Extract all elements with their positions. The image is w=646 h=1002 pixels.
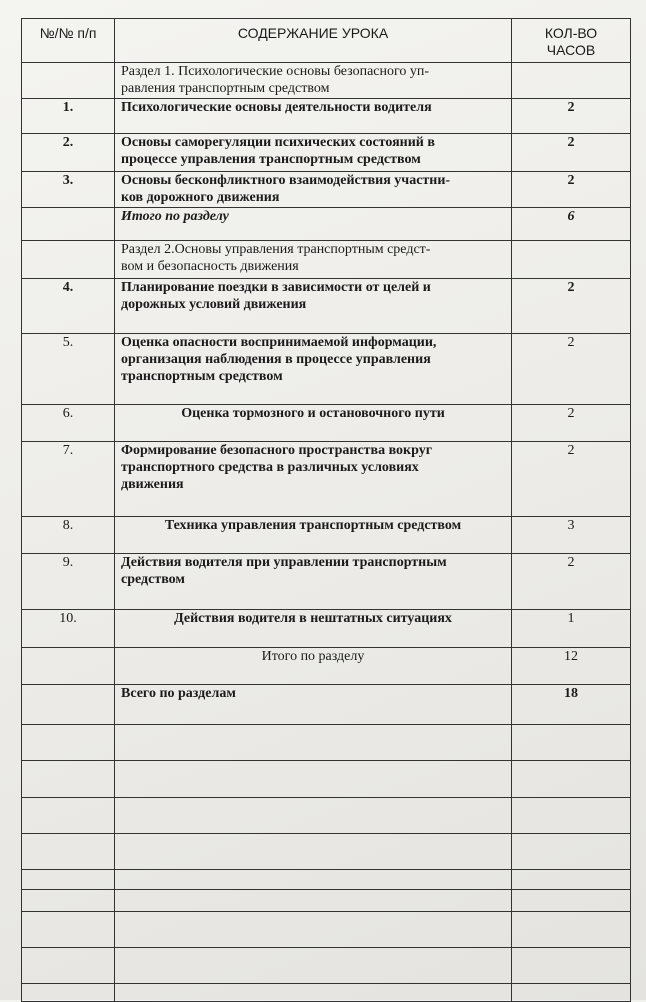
header-content: СОДЕРЖАНИЕ УРОКА — [115, 19, 512, 63]
section1-title-row — [22, 63, 631, 99]
table-row — [22, 279, 631, 334]
row-hours: 2 — [512, 442, 631, 517]
empty-row — [22, 761, 631, 798]
lesson-plan-table — [21, 18, 631, 1002]
header-hours — [512, 19, 631, 63]
row-number: 2. — [22, 134, 115, 172]
row-number: 5. — [22, 334, 115, 405]
row-content: Действия водителя в нештатных ситуациях — [115, 610, 512, 648]
section1-total-row — [22, 208, 631, 241]
table-row — [22, 610, 631, 648]
table-row — [22, 554, 631, 610]
row-hours: 2 — [512, 554, 631, 610]
table-row — [22, 99, 631, 134]
header-number: №/№ п/п — [22, 19, 115, 63]
header-hours-line1: КОЛ-ВО — [544, 25, 598, 41]
grand-total-label: Всего по разделам — [115, 685, 512, 725]
row-content: Техника управления транспортным средством — [115, 517, 512, 554]
section1-title: Раздел 1. Психологические основы безопасного уп- равления транспортным средством — [115, 63, 512, 99]
table-row — [22, 134, 631, 172]
row-content: Основы саморегуляции психических состояний в процессе управления транспортным средством — [115, 134, 512, 172]
row-number: 9. — [22, 554, 115, 610]
row-number: 8. — [22, 517, 115, 554]
header-row — [22, 19, 631, 63]
empty-row — [22, 984, 631, 1002]
row-hours: 2 — [512, 334, 631, 405]
row-content: Оценка опасности воспринимаемой информации, организация наблюдения в процессе управления транспортным средством — [115, 334, 512, 405]
section2-title: Раздел 2.Основы управления транспортным средст- вом и безопасность движения — [115, 241, 512, 279]
section1-total-label: Итого по разделу — [115, 208, 512, 241]
empty-row — [22, 890, 631, 912]
empty-row — [22, 870, 631, 890]
empty-row — [22, 912, 631, 948]
section2-total-hours: 12 — [512, 648, 631, 685]
table-row — [22, 172, 631, 208]
section2-title-row — [22, 241, 631, 279]
row-number: 6. — [22, 405, 115, 442]
row-content: Планирование поездки в зависимости от целей и дорожных условий движения — [115, 279, 512, 334]
row-hours: 2 — [512, 172, 631, 208]
table-row — [22, 334, 631, 405]
row-content: Психологические основы деятельности водителя — [115, 99, 512, 134]
table-row — [22, 442, 631, 517]
row-hours: 3 — [512, 517, 631, 554]
row-number: 10. — [22, 610, 115, 648]
row-content: Формирование безопасного пространства вокруг транспортного средства в различных условиях движения — [115, 442, 512, 517]
row-content: Действия водителя при управлении транспортным средством — [115, 554, 512, 610]
row-hours: 2 — [512, 99, 631, 134]
empty-row — [22, 948, 631, 984]
section2-total-row — [22, 648, 631, 685]
grand-total-hours: 18 — [512, 685, 631, 725]
empty-row — [22, 834, 631, 870]
row-content: Основы бесконфликтного взаимодействия участни- ков дорожного движения — [115, 172, 512, 208]
row-hours: 1 — [512, 610, 631, 648]
row-number: 7. — [22, 442, 115, 517]
table-row — [22, 405, 631, 442]
row-hours: 2 — [512, 279, 631, 334]
row-hours: 2 — [512, 405, 631, 442]
section2-total-label: Итого по разделу — [115, 648, 512, 685]
row-number: 4. — [22, 279, 115, 334]
grand-total-row — [22, 685, 631, 725]
row-number: 1. — [22, 99, 115, 134]
header-hours-line2: ЧАСОВ — [546, 42, 596, 58]
empty-row — [22, 725, 631, 761]
section1-total-hours: 6 — [512, 208, 631, 241]
empty-row — [22, 798, 631, 834]
table-row — [22, 517, 631, 554]
row-hours: 2 — [512, 134, 631, 172]
row-number: 3. — [22, 172, 115, 208]
row-content: Оценка тормозного и остановочного пути — [115, 405, 512, 442]
